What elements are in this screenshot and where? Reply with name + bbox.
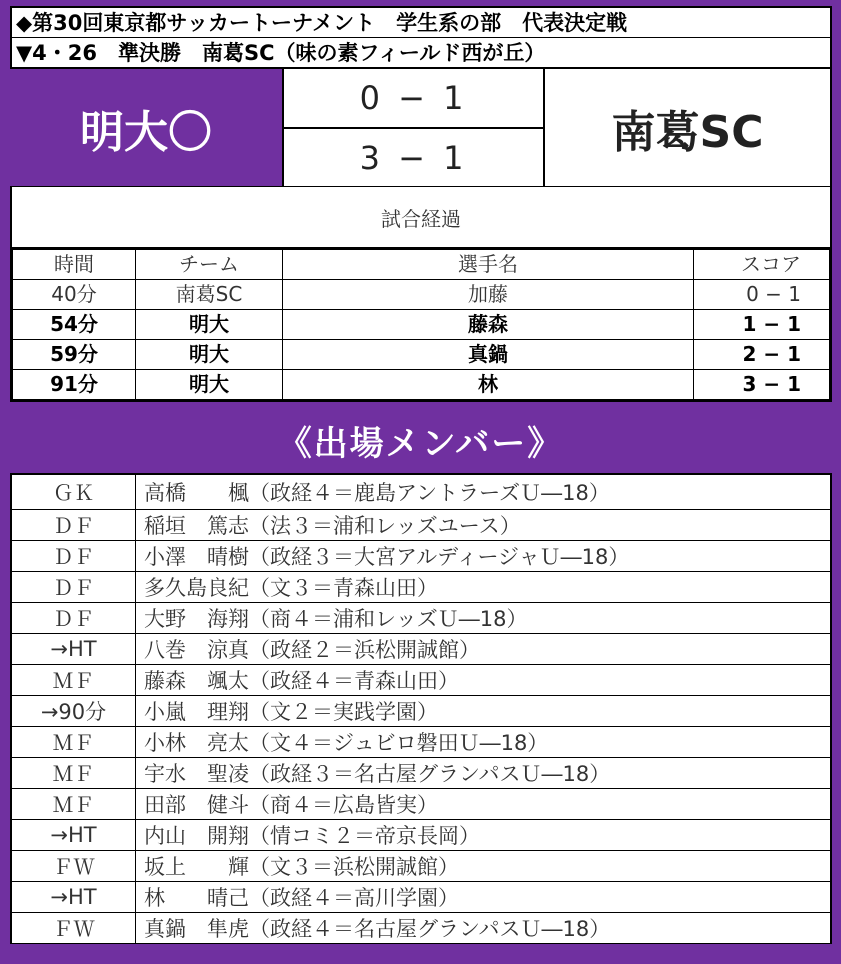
roster-row	[12, 727, 830, 758]
player-entry: 真鍋 隼虎（政経４＝名古屋グランパスＵ―18）	[136, 913, 831, 944]
player-entry: 大野 海翔（商４＝浦和レッズＵ―18）	[136, 603, 831, 634]
position: ＭＦ	[12, 727, 136, 758]
goal-player: 加藤	[283, 280, 694, 310]
player-entry: 稲垣 篤志（法３＝浦和レッズユース）	[136, 510, 831, 541]
goal-row	[13, 370, 830, 400]
player-entry: 小嵐 理翔（文２＝実践学園）	[136, 696, 831, 727]
goal-score: 3 − 1	[694, 370, 830, 400]
position: →HT	[12, 820, 136, 851]
player-entry: 坂上 輝（文３＝浜松開誠館）	[136, 851, 831, 882]
column-header-score: スコア	[694, 250, 830, 280]
goal-time: 59分	[13, 340, 136, 370]
position: ＦＷ	[12, 851, 136, 882]
roster-row	[12, 696, 830, 727]
roster-row	[12, 541, 830, 572]
roster-row	[12, 758, 830, 789]
goal-score: 2 − 1	[694, 340, 830, 370]
position: ＤＦ	[12, 541, 136, 572]
goal-time: 91分	[13, 370, 136, 400]
goal-team: 南葛SC	[136, 280, 283, 310]
progress-heading: 試合経過	[12, 187, 830, 249]
goals-table	[12, 249, 830, 400]
player-entry: 小澤 晴樹（政経３＝大宮アルディージャＵ―18）	[136, 541, 831, 572]
position: ＦＷ	[12, 913, 136, 944]
match-subtitle: ▼4・26 準決勝 南葛SC（味の素フィールド西が丘）	[10, 38, 832, 69]
members-heading: 《出場メンバー》	[277, 423, 564, 464]
goal-player: 真鍋	[283, 340, 694, 370]
away-team-name: 南葛SC	[545, 69, 832, 186]
position: ＤＦ	[12, 572, 136, 603]
roster-row	[12, 851, 830, 882]
goal-row	[13, 280, 830, 310]
column-header-player: 選手名	[283, 250, 694, 280]
position: ＭＦ	[12, 665, 136, 696]
goal-player: 林	[283, 370, 694, 400]
player-entry: 田部 健斗（商４＝広島皆実）	[136, 789, 831, 820]
goal-team: 明大	[136, 310, 283, 340]
goal-row	[13, 340, 830, 370]
roster-row	[12, 820, 830, 851]
position: ＧＫ	[12, 475, 136, 510]
position: →HT	[12, 882, 136, 913]
match-progress	[10, 186, 832, 402]
position: ＭＦ	[12, 789, 136, 820]
player-entry: 高橋 楓（政経４＝鹿島アントラーズＵ―18）	[136, 475, 831, 510]
position: →HT	[12, 634, 136, 665]
score-box	[282, 69, 545, 186]
roster-table	[12, 475, 830, 944]
roster-row	[12, 789, 830, 820]
members-list	[10, 473, 832, 944]
scoreboard	[10, 69, 832, 186]
goal-score: 1 − 1	[694, 310, 830, 340]
player-entry: 内山 開翔（情コミ２＝帝京長岡）	[136, 820, 831, 851]
goal-team: 明大	[136, 340, 283, 370]
goal-score: 0 − 1	[694, 280, 830, 310]
roster-row	[12, 882, 830, 913]
player-entry: 林 晴己（政経４＝高川学園）	[136, 882, 831, 913]
tournament-title: ◆第30回東京都サッカートーナメント 学生系の部 代表決定戦	[10, 6, 832, 38]
position: ＤＦ	[12, 510, 136, 541]
roster-row	[12, 913, 830, 944]
home-team-name: 明大〇	[10, 69, 282, 186]
position: ＤＦ	[12, 603, 136, 634]
roster-row	[12, 572, 830, 603]
player-entry: 宇水 聖凌（政経３＝名古屋グランパスＵ―18）	[136, 758, 831, 789]
player-entry: 多久島良紀（文３＝青森山田）	[136, 572, 831, 603]
player-entry: 八巻 涼真（政経２＝浜松開誠館）	[136, 634, 831, 665]
goals-header-row	[13, 250, 830, 280]
player-entry: 藤森 颯太（政経４＝青森山田）	[136, 665, 831, 696]
player-entry: 小林 亮太（文４＝ジュビロ磐田Ｕ―18）	[136, 727, 831, 758]
second-half-score: 3 − 1	[359, 139, 468, 177]
roster-row	[12, 475, 830, 510]
goal-time: 54分	[13, 310, 136, 340]
roster-row	[12, 634, 830, 665]
roster-row	[12, 510, 830, 541]
half-time-score: 0 − 1	[284, 69, 543, 129]
goal-team: 明大	[136, 370, 283, 400]
roster-row	[12, 665, 830, 696]
position: ＭＦ	[12, 758, 136, 789]
goal-row	[13, 310, 830, 340]
position: →90分	[12, 696, 136, 727]
goal-time: 40分	[13, 280, 136, 310]
goal-player: 藤森	[283, 310, 694, 340]
roster-row	[12, 603, 830, 634]
column-header-team: チーム	[136, 250, 283, 280]
column-header-time: 時間	[13, 250, 136, 280]
